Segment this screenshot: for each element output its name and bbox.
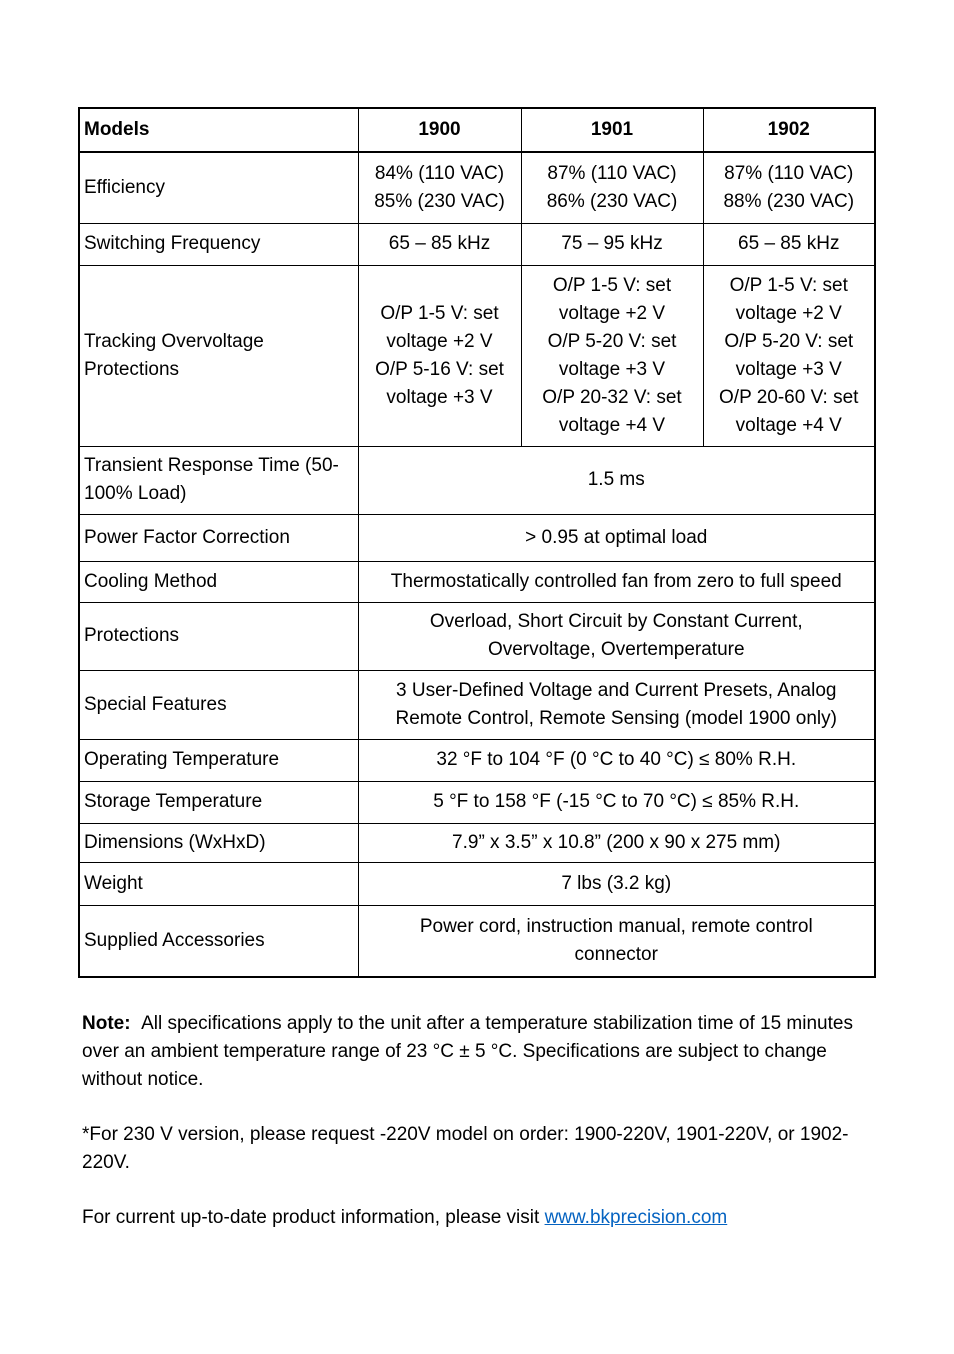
weight-row [79,862,875,905]
cooling-label: Cooling Method [79,561,358,602]
operating-temperature-row [79,739,875,781]
tracking-ovp-line: O/P 5-20 V: set [724,330,854,352]
models-header: Models [79,108,358,152]
weight-label: Weight [79,862,358,905]
switching-frequency-label: Switching Frequency [79,223,358,265]
pfc-label: Power Factor Correction [79,514,358,561]
accessories-label: Supplied Accessories [79,905,358,977]
efficiency-1902 [703,152,875,223]
switching-frequency-1901: 75 – 95 kHz [521,223,703,265]
model-1902-header: 1902 [703,108,875,152]
special-features-value: 3 User-Defined Voltage and Current Presets, Analog Remote Control, Remote Sensing (model 1900 only) [358,670,875,739]
protections-value: Overload, Short Circuit by Constant Current, Overvoltage, Overtemperature [358,602,875,670]
cooling-value: Thermostatically controlled fan from zero to full speed [358,561,875,602]
accessories-row [79,905,875,977]
efficiency-1900-line: 84% (110 VAC) [374,162,505,184]
switching-frequency-1900: 65 – 85 kHz [358,223,521,265]
efficiency-label: Efficiency [79,152,358,223]
accessories-value: Power cord, instruction manual, remote control connector [358,905,875,977]
version-paragraph: *For 230 V version, please request -220V model on order: 1900-220V, 1901-220V, or 1902-220V. [82,1124,849,1173]
efficiency-1901-line: 86% (230 VAC) [546,190,678,212]
efficiency-row [79,152,875,223]
tracking-ovp-line: voltage +2 V [735,302,842,324]
tracking-ovp-line: O/P 5-16 V: set [375,358,504,380]
tracking-ovp-line: voltage +3 V [386,386,493,408]
model-1900-header: 1900 [358,108,521,152]
special-features-row [79,670,875,739]
note-paragraph [82,1010,882,1094]
storage-temperature-row [79,781,875,823]
dimensions-label: Dimensions (WxHxD) [79,823,358,862]
efficiency-1902-line: 88% (230 VAC) [723,190,855,212]
tracking-ovp-line: voltage +2 V [558,302,666,324]
operating-temperature-label: Operating Temperature [79,739,358,781]
efficiency-1902-line: 87% (110 VAC) [724,162,854,184]
transient-response-label: Transient Response Time (50-100% Load) [79,446,358,514]
note-text: All specifications apply to the unit after a temperature stabilization time of 15 minutes over an ambient temperature range of 23 °C ± 5 °C. Specifications are subject to change without notice. [82,1013,853,1090]
efficiency-1900 [358,152,521,223]
header-row [79,108,875,152]
storage-temperature-label: Storage Temperature [79,781,358,823]
storage-temperature-value: 5 °F to 158 °F (-15 °C to 70 °C) ≤ 85% R.H. [358,781,875,823]
switching-frequency-1902: 65 – 85 kHz [703,223,875,265]
tracking-ovp-row [79,265,875,446]
notes-section [82,1010,882,1259]
cooling-row [79,561,875,602]
dimensions-row [79,823,875,862]
tracking-ovp-line: O/P 1-5 V: set [729,274,848,296]
tracking-ovp-line: voltage +3 V [558,358,666,380]
bkprecision-link[interactable]: www.bkprecision.com [544,1207,728,1228]
model-1901-header: 1901 [521,108,703,152]
weight-value: 7 lbs (3.2 kg) [358,862,875,905]
pfc-row [79,514,875,561]
tracking-ovp-line: voltage +3 V [735,358,842,380]
switching-frequency-row [79,223,875,265]
protections-label: Protections [79,602,358,670]
tracking-ovp-line: voltage +4 V [558,414,666,436]
tracking-ovp-line: O/P 20-60 V: set [719,386,859,408]
note-label: Note: [82,1013,131,1034]
pfc-value: > 0.95 at optimal load [358,514,875,561]
transient-response-value: 1.5 ms [358,446,875,514]
tracking-ovp-line: O/P 5-20 V: set [547,330,677,352]
specifications-table [78,107,876,978]
special-features-label: Special Features [79,670,358,739]
transient-response-row [79,446,875,514]
info-paragraph [82,1204,882,1232]
tracking-ovp-line: O/P 1-5 V: set [380,302,499,324]
protections-row [79,602,875,670]
tracking-ovp-label: Tracking Overvoltage Protections [79,265,358,446]
tracking-ovp-line: voltage +2 V [386,330,493,352]
info-text: For current up-to-date product information, please visit [82,1207,540,1228]
tracking-ovp-1901 [521,265,703,446]
tracking-ovp-line: voltage +4 V [735,414,842,436]
tracking-ovp-1900 [358,265,521,446]
operating-temperature-value: 32 °F to 104 °F (0 °C to 40 °C) ≤ 80% R.H. [358,739,875,781]
tracking-ovp-1902 [703,265,875,446]
efficiency-1901 [521,152,703,223]
efficiency-1900-line: 85% (230 VAC) [374,190,505,212]
efficiency-1901-line: 87% (110 VAC) [547,162,677,184]
tracking-ovp-line: O/P 1-5 V: set [552,274,672,296]
dimensions-value: 7.9” x 3.5” x 10.8” (200 x 90 x 275 mm) [358,823,875,862]
tracking-ovp-line: O/P 20-32 V: set [542,386,682,408]
